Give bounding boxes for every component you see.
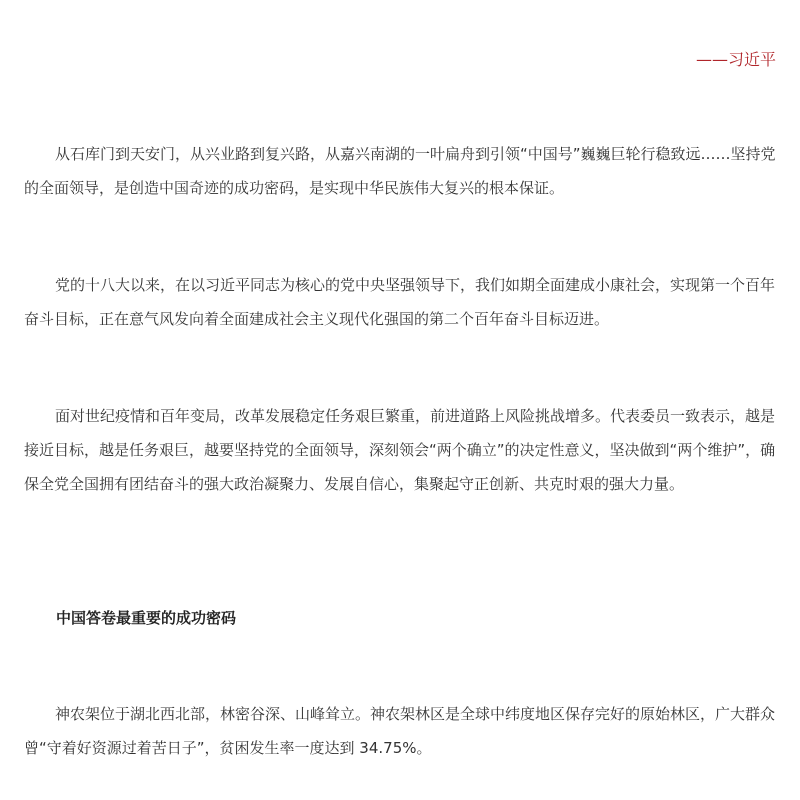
quote-attribution: ——习近平: [695, 50, 776, 69]
article-paragraph-2: 党的十八大以来，在以习近平同志为核心的党中央坚强领导下，我们如期全面建成小康社会，实现第一个百年奋斗目标，正在意气风发向着全面建成社会主义现代化强国的第二个百年奋斗目标迈进。: [24, 276, 776, 328]
article-paragraph-1: 从石库门到天安门，从兴业路到复兴路，从嘉兴南湖的一叶扁舟到引领“中国号”巍巍巨轮行稳致远……坚持党的全面领导，是创造中国奇迹的成功密码，是实现中华民族伟大复兴的根本保证。: [24, 145, 776, 197]
article-paragraph-3: 面对世纪疫情和百年变局，改革发展稳定任务艰巨繁重，前进道路上风险挑战增多。代表委员一致表示，越是接近目标，越是任务艰巨，越要坚持党的全面领导，深刻领会“两个确立”的决定性意义，坚决做到“两个维护”，确保全党全国拥有团结奋斗的强大政治凝聚力、发展自信心，集聚起守正创新、共克时艰的强大力量。: [24, 407, 776, 493]
section-heading: 中国答卷最重要的成功密码: [56, 609, 237, 627]
section-paragraph: 神农架位于湖北西北部，林密谷深、山峰耸立。神农架林区是全球中纬度地区保存完好的原始林区，广大群众曾“守着好资源过着苦日子”，贫困发生率一度达到 34.75%。: [24, 705, 776, 757]
